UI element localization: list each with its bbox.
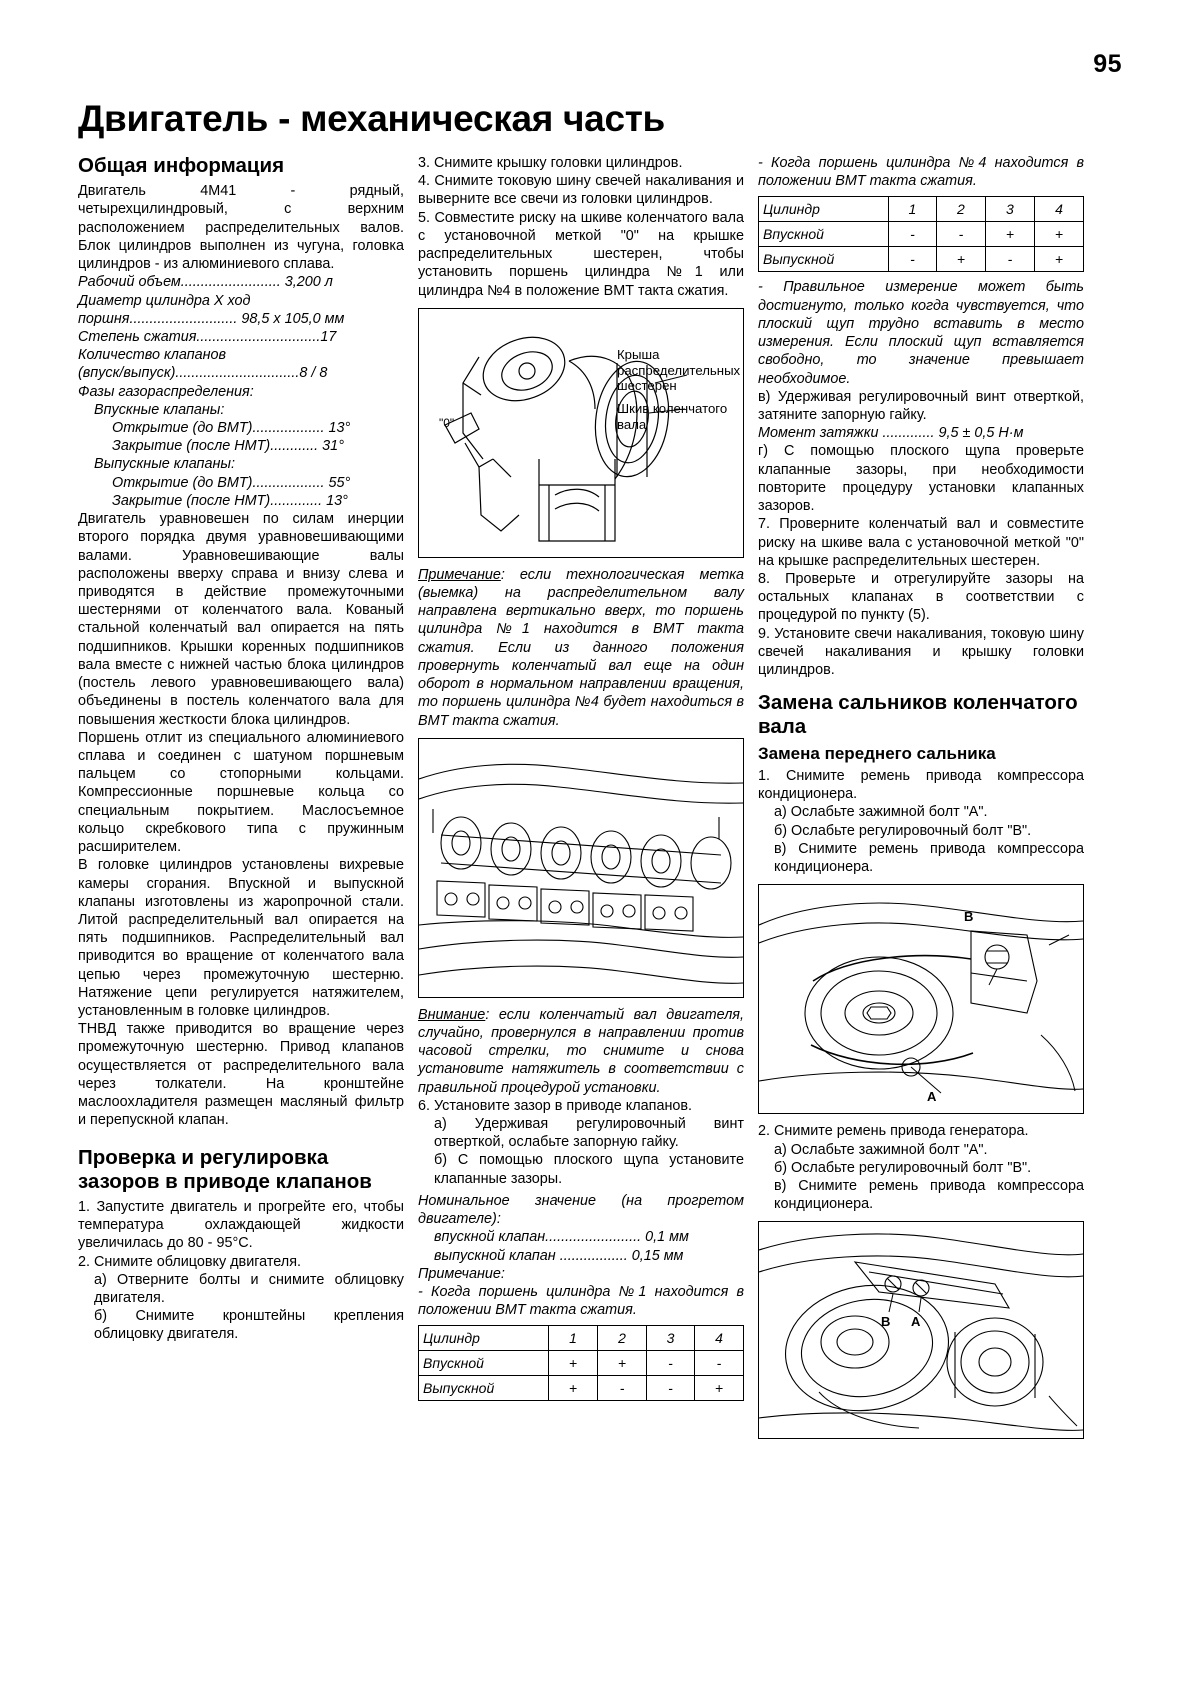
step-6: 6. Установите зазор в приводе клапанов. xyxy=(418,1097,693,1114)
step-4: 4. Снимите токовую шину свечей накаливания и выверните все свечи из головки цилиндров. xyxy=(418,173,744,208)
figure-alternator-belt-drawing xyxy=(759,1222,1083,1436)
seal-step-2v: в) Снимите ремень привода компрессора кондиционера. xyxy=(774,1177,1084,1213)
step-7: 7. Проверните коленчатый вал и совместите риску на шкиве вала с установочной меткой "0" на крышке распределительных шестерен. xyxy=(758,516,1084,569)
warning-1 xyxy=(418,1006,744,1097)
table-header-3: 3 xyxy=(985,197,1034,222)
step-2a: а) Отверните болты и снимите облицовку двигателя. xyxy=(94,1271,404,1307)
figure-label-crank-pulley: Шкив коленчатого вала xyxy=(617,400,728,432)
valve-table-cyl4-tdc xyxy=(758,196,1084,272)
seal-step-2a: а) Ослабьте зажимной болт "А". xyxy=(774,1141,988,1158)
step-8: 8. Проверьте и отрегулируйте зазоры на остальных клапанах в соответствии с процедурой по пункту (5). xyxy=(758,570,1084,624)
table-cell: - xyxy=(936,222,985,247)
table-cell: - xyxy=(647,1376,695,1401)
step-3: 3. Снимите крышку головки цилиндров. xyxy=(418,155,683,171)
column-right xyxy=(758,154,1084,1447)
figure-camshaft-head xyxy=(418,738,744,998)
page-number: 95 xyxy=(1093,50,1122,78)
step-2b: б) Снимите кронштейны крепления облицовку двигателя. xyxy=(94,1308,404,1343)
step-6a: а) Удерживая регулировочный винт отверткой, ослабьте запорную гайку. xyxy=(434,1116,744,1151)
page-title: Двигатель - механическая часть xyxy=(78,98,665,139)
table-cell-exhaust-label: Выпускной xyxy=(419,1376,549,1401)
step-9: 9. Установите свечи накаливания, токовую шину свечей накаливания и крышку головки цилиндров. xyxy=(758,625,1084,679)
warning-1-body: : если коленчатый вал двигателя, случайно, провернулся в направлении против часовой стрелки, то снимите и снова установите натяжитель в соответствии с правильной процедурой установки. xyxy=(418,1006,744,1096)
table-row xyxy=(759,197,1084,222)
spec-exhaust-close: Закрытие (после НМТ)............. 13° xyxy=(112,492,348,509)
note-3: - Когда поршень цилиндра №4 находится в положении ВМТ такта сжатия. xyxy=(758,155,1084,190)
seal-step-1: 1. Снимите ремень привода компрессора кондиционера. xyxy=(758,768,1084,803)
spec-valves-label: Количество клапанов xyxy=(78,347,227,364)
spec-exhaust-open: Открытие (до ВМТ).................. 55° xyxy=(112,474,351,491)
table-cell: - xyxy=(889,247,937,272)
table-header-2: 2 xyxy=(936,197,985,222)
note-1-body: : если технологическая метка (выемка) на распределительном валу направлена вертикально вверх, то поршень цилиндра №1 находится в ВМТ такта сжатия. Если из данного положения провернуть коленчатый вал еще на один оборот в нормальном направлении вращения, то поршень цилиндра №4 будет находиться в ВМТ такта сжатия. xyxy=(418,566,744,729)
spec-timing-header: Фазы газораспределения: xyxy=(78,383,254,400)
table-row xyxy=(419,1326,744,1351)
figure-bolt-b-label-2: В xyxy=(881,1314,891,1330)
spec-intake-header: Впускные клапаны: xyxy=(94,401,225,418)
note-2-head: Примечание: xyxy=(418,1265,505,1282)
table-row xyxy=(759,222,1084,247)
table-cell: + xyxy=(985,222,1034,247)
table-cell: + xyxy=(549,1376,598,1401)
table-header-1: 1 xyxy=(549,1326,598,1351)
note-1-head: Примечание xyxy=(418,566,501,583)
table-cell: + xyxy=(1034,247,1083,272)
paragraph-head: В головке цилиндров установлены вихревые камеры сгорания. Впускной и выпускной клапаны изготовлены из жаропрочной стали. Литой распределительный вал опирается на пять подшипников. Распределительный вал приводится во вращение от коленчатого вала цепью через промежуточную шестерню. Натяжение цепи регулируется натяжителем, установленным в головке цилиндров. xyxy=(78,857,404,1020)
paragraph-intro: Двигатель 4М41 - рядный, четырехцилиндровый, с верхним расположением распределительных валов. Блок цилиндров выполнен из чугуна, головка цилиндров - из алюминиевого сплава. xyxy=(78,183,404,273)
spec-bore-label: Диаметр цилиндра X ход xyxy=(78,292,251,309)
heading-crankshaft-seals: Замена сальников коленчатого вала xyxy=(758,691,1078,739)
figure-ac-compressor-belt xyxy=(758,884,1084,1114)
table-cell: - xyxy=(647,1351,695,1376)
table-row xyxy=(759,247,1084,272)
step-1: 1. Запустите двигатель и прогрейте его, чтобы температура охлаждающей жидкости увеличилась до 80 - 95°С. xyxy=(78,1198,404,1252)
table-cell: + xyxy=(598,1351,647,1376)
paragraph-balance: Двигатель уравновешен по силам инерции второго порядка двумя уравновешивающими валами. Уравновешивающие валы расположены вверху справа и внизу слева и приводятся в действие промежуточными шестернями от коленчатого вала. Кованый стальной коленчатый вал опирается на пять подшипников. Крышки коренных подшипников вала вместе с нижней частью блока цилиндров (постель левого уравновешивающего вала) объединены в постель коленчатого вала для повышения жесткости блока цилиндров. xyxy=(78,511,404,728)
seal-step-2: 2. Снимите ремень привода генератора. xyxy=(758,1123,1029,1140)
table-header-4: 4 xyxy=(694,1326,743,1351)
seal-step-1b: б) Ослабьте регулировочный болт "В". xyxy=(774,822,1032,839)
step-2: 2. Снимите облицовку двигателя. xyxy=(78,1253,301,1270)
spec-intake-close: Закрытие (после НМТ)............ 31° xyxy=(112,438,344,455)
spec-displacement: Рабочий объем......................... 3,200 л xyxy=(78,274,333,291)
spec-exhaust-header: Выпускные клапаны: xyxy=(94,456,235,473)
spec-intake-open: Открытие (до ВМТ).................. 13° xyxy=(112,420,351,437)
figure-timing-mark xyxy=(418,308,744,558)
table-row xyxy=(419,1351,744,1376)
nominal-intake: впускной клапан........................ 0,1 мм xyxy=(434,1229,689,1246)
note-1 xyxy=(418,566,744,730)
step-5: 5. Совместите риску на шкиве коленчатого вала с установочной меткой "0" на крышке распределительных шестерен, чтобы установить поршень цилиндра №1 или цилиндра №4 в положение ВМТ такта сжатия. xyxy=(418,209,744,299)
spec-valves-value: (впуск/выпуск)...............................8 / 8 xyxy=(78,365,328,382)
table-header-4: 4 xyxy=(1034,197,1083,222)
table-cell: + xyxy=(549,1351,598,1376)
table-header-cylinder: Цилиндр xyxy=(419,1326,549,1351)
table-header-1: 1 xyxy=(889,197,937,222)
step-6v: в) Удерживая регулировочный винт отверткой, затяните запорную гайку. xyxy=(758,388,1084,423)
figure-camshaft-head-drawing xyxy=(419,739,743,995)
figure-bolt-a-label-2: А xyxy=(911,1314,921,1330)
nominal-header: Номинальное значение (на прогретом двигателе): xyxy=(418,1192,744,1228)
table-cell: - xyxy=(598,1376,647,1401)
table-cell-exhaust-label: Выпускной xyxy=(759,247,889,272)
step-6b: б) С помощью плоского щупа установите клапанные зазоры. xyxy=(434,1152,744,1187)
table-cell-intake-label: Впускной xyxy=(759,222,889,247)
spec-compression: Степень сжатия...............................17 xyxy=(78,328,337,345)
figure-alternator-belt xyxy=(758,1221,1084,1439)
table-cell: - xyxy=(694,1351,743,1376)
table-cell: - xyxy=(889,222,937,247)
note-2-body: - Когда поршень цилиндра №1 находится в положении ВМТ такта сжатия. xyxy=(418,1284,744,1319)
table-cell: - xyxy=(985,247,1034,272)
column-middle xyxy=(418,154,744,1407)
table-header-2: 2 xyxy=(598,1326,647,1351)
figure-zero-mark-label: "0" xyxy=(439,415,455,430)
figure-bolt-a-label: А xyxy=(927,1089,937,1105)
heading-valve-clearance-check: Проверка и регулировка зазоров в приводе клапанов xyxy=(78,1145,372,1193)
paragraph-piston: Поршень отлит из специального алюминиевого сплава и соединен с шатуном поршневым пальцем со стопорными кольцами. Компрессионные поршневые кольца со специальным покрытием. Маслосъемное кольцо скребкового типа с пружинным расширителем. xyxy=(78,729,404,856)
spec-bore-value: поршня........................... 98,5 x 105,0 мм xyxy=(78,310,345,327)
warning-1-head: Внимание xyxy=(418,1006,486,1023)
table-cell: + xyxy=(694,1376,743,1401)
figure-label-gear-cover: Крыша распределительных шестерен xyxy=(617,346,741,394)
step-6g: г) С помощью плоского щупа проверьте клапанные зазоры, при необходимости повторите процедуру установки клапанных зазоров. xyxy=(758,443,1084,515)
seal-step-1v: в) Снимите ремень привода компрессора кондиционера. xyxy=(774,840,1084,876)
table-header-cylinder: Цилиндр xyxy=(759,197,889,222)
paragraph-pump: ТНВД также приводится во вращение через промежуточную шестерню. Привод клапанов осуществляется от распределительного вала через толкатели. На кронштейне маслоохладителя размещен масляный фильтр и перепускной клапан. xyxy=(78,1021,404,1129)
column-left xyxy=(78,154,404,1344)
table-header-3: 3 xyxy=(647,1326,695,1351)
seal-step-2b: б) Ослабьте регулировочный болт "В". xyxy=(774,1159,1032,1176)
nominal-exhaust: выпускной клапан ................. 0,15 мм xyxy=(434,1247,684,1264)
table-cell: + xyxy=(1034,222,1083,247)
heading-front-seal: Замена переднего сальника xyxy=(758,743,996,763)
heading-general-info: Общая информация xyxy=(78,154,285,177)
valve-table-cyl1-tdc xyxy=(418,1325,744,1401)
table-row xyxy=(419,1376,744,1401)
seal-step-1a: а) Ослабьте зажимной болт "А". xyxy=(774,804,988,821)
table-cell-intake-label: Впускной xyxy=(419,1351,549,1376)
three-column-layout xyxy=(78,154,1122,1447)
note-4: - Правильное измерение может быть достигнуто, только когда чувствуется, что плоский щуп трудно вставить в место измерения. Если плоский щуп вставляется свободно, то значение превышает необходимое. xyxy=(758,279,1084,387)
figure-bolt-b-label: В xyxy=(964,909,974,925)
figure-ac-belt-drawing xyxy=(759,885,1083,1111)
table-cell: + xyxy=(936,247,985,272)
torque-spec: Момент затяжки ............. 9,5 ± 0,5 Н·м xyxy=(758,425,1024,442)
